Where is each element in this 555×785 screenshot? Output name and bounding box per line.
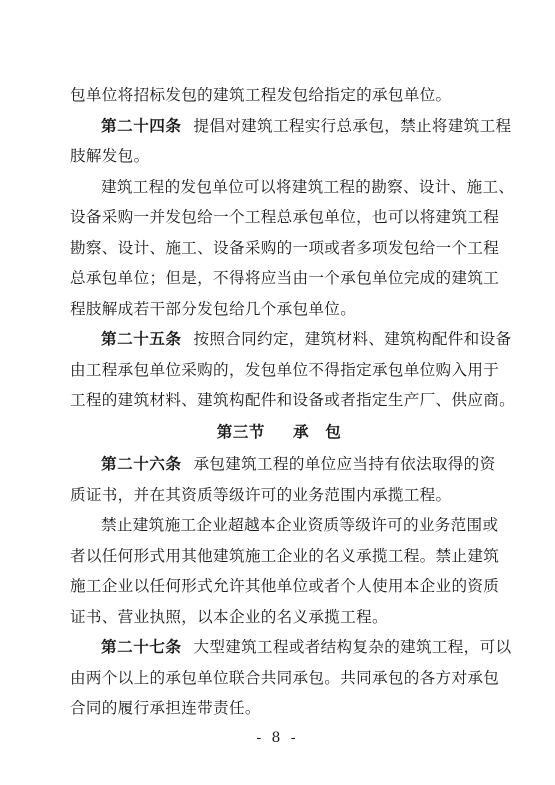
- article-27-line-1: [70, 638, 512, 657]
- article-26-line-1: [70, 455, 496, 474]
- text-line: 肢解发包。: [70, 147, 150, 165]
- article-text: 大型建筑工程或者结构复杂的建筑工程，可以: [193, 638, 512, 656]
- text-line: 包单位将招标发包的建筑工程发包给指定的承包单位。: [70, 86, 452, 104]
- text-line: 质证书，并在其资质等级许可的业务范围内承揽工程。: [70, 485, 452, 504]
- text-line: 建筑工程的发包单位可以将建筑工程的勘察、设计、施工、: [101, 177, 515, 196]
- text-line: 由两个以上的承包单位联合共同承包。共同承包的各方对承包: [70, 668, 500, 687]
- text-line: 者以任何形式用其他建筑施工企业的名义承揽工程。禁止建筑: [70, 546, 500, 565]
- text-line: 勘察、设计、施工、设备采购的一项或者多项发包给一个工程: [70, 238, 500, 257]
- article-24-line-1: [70, 116, 512, 136]
- article-text: 按照合同约定，建筑材料、建筑构配件和设备: [193, 330, 512, 348]
- article-label: 第二十四条: [101, 116, 182, 135]
- page-number: - 8 -: [256, 730, 299, 746]
- text-line: 程肢解成若干部分发包给几个承包单位。: [70, 299, 357, 318]
- text-line: 总承包单位；但是，不得将应当由一个承包单位完成的建筑工: [70, 269, 500, 287]
- article-label: 第二十六条: [101, 455, 182, 473]
- text-line: 设备采购一并发包给一个工程总承包单位，也可以将建筑工程: [70, 208, 500, 226]
- article-label: 第二十五条: [101, 330, 182, 348]
- article-label: 第二十七条: [101, 638, 182, 656]
- article-25-line-1: [70, 330, 512, 349]
- text-line: 施工企业以任何形式允许其他单位或者个人使用本企业的资质: [70, 577, 500, 595]
- section-number: 第三节: [216, 423, 265, 441]
- text-line: 证书、营业执照，以本企业的名义承揽工程。: [70, 607, 388, 626]
- section-title: 承 包: [293, 423, 342, 441]
- text-line: 由工程承包单位采购的，发包单位不得指定承包单位购入用于: [70, 360, 500, 379]
- article-text: 承包建筑工程的单位应当持有依法取得的资: [193, 455, 496, 473]
- document-body: [70, 86, 516, 730]
- article-text: 提倡对建筑工程实行总承包，禁止将建筑工程: [193, 116, 512, 135]
- text-line: 工程的建筑材料、建筑构配件和设备或者指定生产厂、供应商。: [70, 391, 516, 409]
- text-line: 合同的履行承担连带责任。: [70, 699, 261, 717]
- text-line: 禁止建筑施工企业超越本企业资质等级许可的业务范围或: [101, 516, 499, 534]
- section-heading: [70, 423, 488, 442]
